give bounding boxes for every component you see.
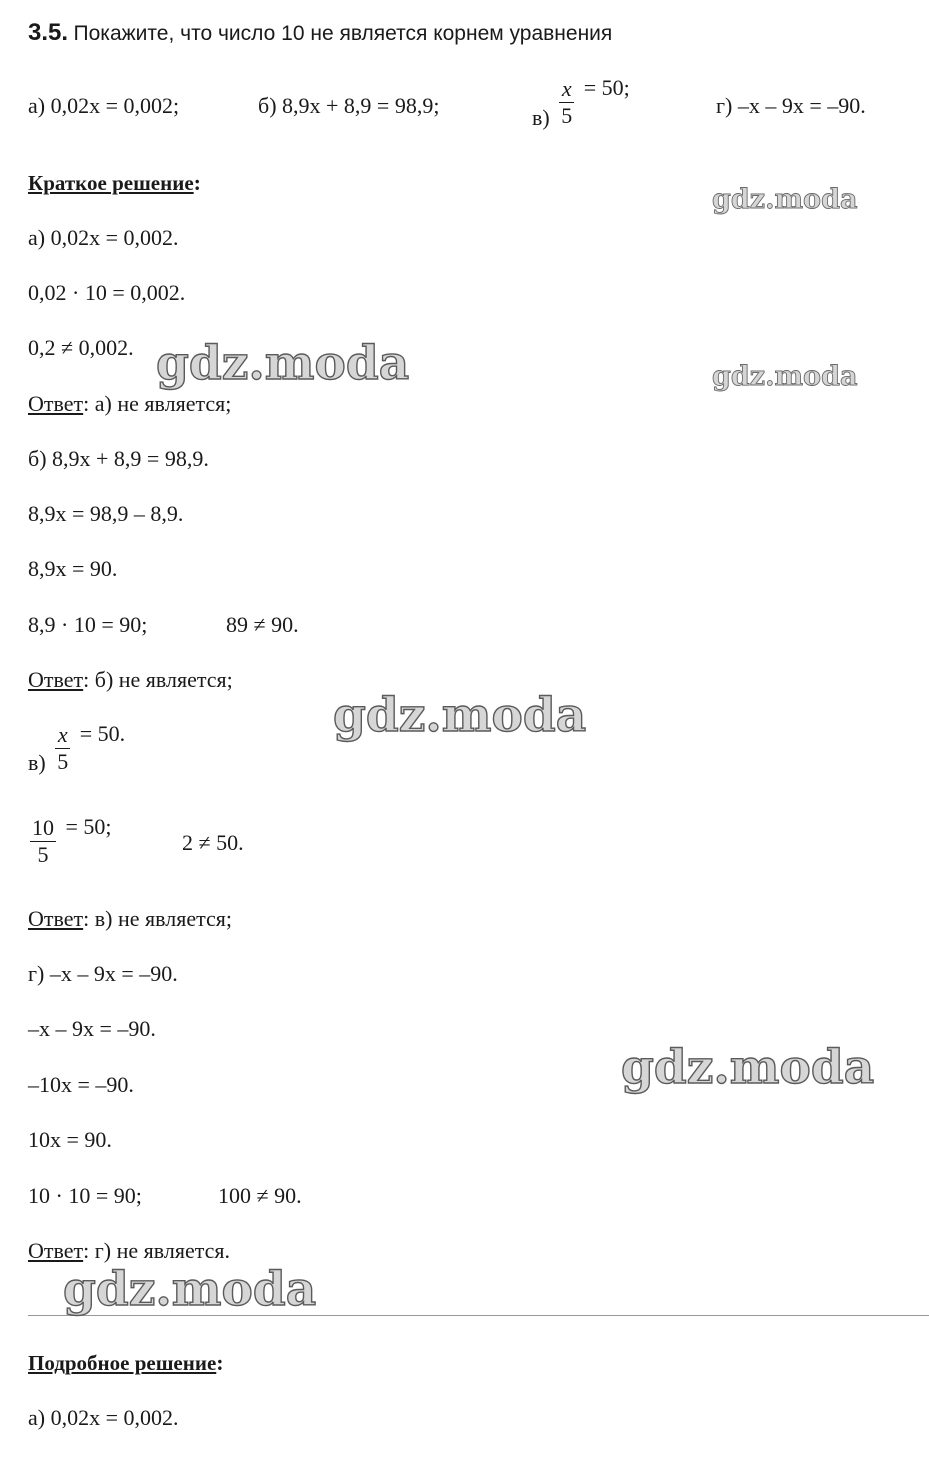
detailed-solution-heading: Подробное решение: [28,1350,224,1375]
answer-text: : в) не является; [83,906,232,931]
watermark: gdz.moda [712,361,858,392]
short-b-step3b: 89 ≠ 90. [226,612,299,637]
short-b-step3a: 8,9 · 10 = 90; [28,612,148,637]
detailed-a-equation: а) 0,02x = 0,002. [28,1405,179,1430]
short-v-fraction [55,722,70,775]
task-number: 3.5. [28,19,69,46]
short-solution-heading: Краткое решение: [28,170,201,195]
short-b-step1: 8,9x = 98,9 – 8,9. [28,501,184,526]
watermark: gdz.moda [621,1040,875,1095]
short-v-step-b: 2 ≠ 50. [182,830,244,855]
short-g-step2: –10x = –90. [28,1072,134,1097]
short-v-answer [28,906,232,932]
watermark: gdz.moda [333,688,587,743]
answer-text: : б) не является; [83,667,233,692]
answer-word: Ответ [28,906,84,931]
short-b-step2: 8,9x = 90. [28,556,118,581]
fraction-denominator: 5 [57,749,69,774]
short-g-step4b: 100 ≠ 90. [218,1183,302,1208]
task-item-v-fraction [559,76,574,129]
answer-text: : а) не является; [83,391,232,416]
fraction-denominator: 5 [37,842,49,867]
short-v-rest: = 50. [79,720,126,746]
answer-word: Ответ [28,391,84,416]
answer-word: Ответ [28,667,84,692]
short-g-answer [28,1238,230,1264]
short-a-step2: 0,2 ≠ 0,002. [28,335,134,360]
fraction-numerator: x [55,722,70,749]
watermark: gdz.moda [712,184,858,215]
task-item-v-prefix: в) [532,104,550,130]
short-v-step-fraction [30,815,56,868]
task-item-g: г) –x – 9x = –90. [716,93,866,118]
short-a-equation: а) 0,02x = 0,002. [28,225,179,250]
short-g-step4a: 10 · 10 = 90; [28,1183,142,1208]
watermark: gdz.moda [156,336,410,391]
short-v-step [30,815,112,868]
short-a-step1: 0,02 · 10 = 0,002. [28,280,186,305]
short-b-equation: б) 8,9x + 8,9 = 98,9. [28,446,209,471]
short-solution-heading-text: Краткое решение [28,171,194,195]
short-v-step-rest: = 50; [65,813,112,839]
short-g-step3: 10x = 90. [28,1127,112,1152]
fraction-numerator: 10 [32,815,54,840]
short-b-answer [28,667,233,693]
fraction-numerator: x [559,76,574,103]
answer-word: Ответ [28,1238,84,1263]
short-v-equation [28,722,125,775]
watermark: gdz.moda [63,1262,317,1317]
short-g-equation: г) –x – 9x = –90. [28,961,178,986]
task-title [28,20,612,47]
short-g-step1: –x – 9x = –90. [28,1016,156,1041]
answer-text: : г) не является. [83,1238,230,1263]
task-item-v [532,76,630,129]
short-v-prefix: в) [28,749,46,775]
task-item-b: б) 8,9x + 8,9 = 98,9; [258,93,440,118]
short-a-answer [28,391,231,417]
detailed-solution-heading-text: Подробное решение [28,1351,217,1375]
fraction-denominator: 5 [561,103,573,128]
task-item-v-rest: = 50; [583,74,630,100]
task-statement: Покажите, что число 10 не является корнем уравнения [73,22,613,45]
task-item-a: а) 0,02x = 0,002; [28,93,180,118]
